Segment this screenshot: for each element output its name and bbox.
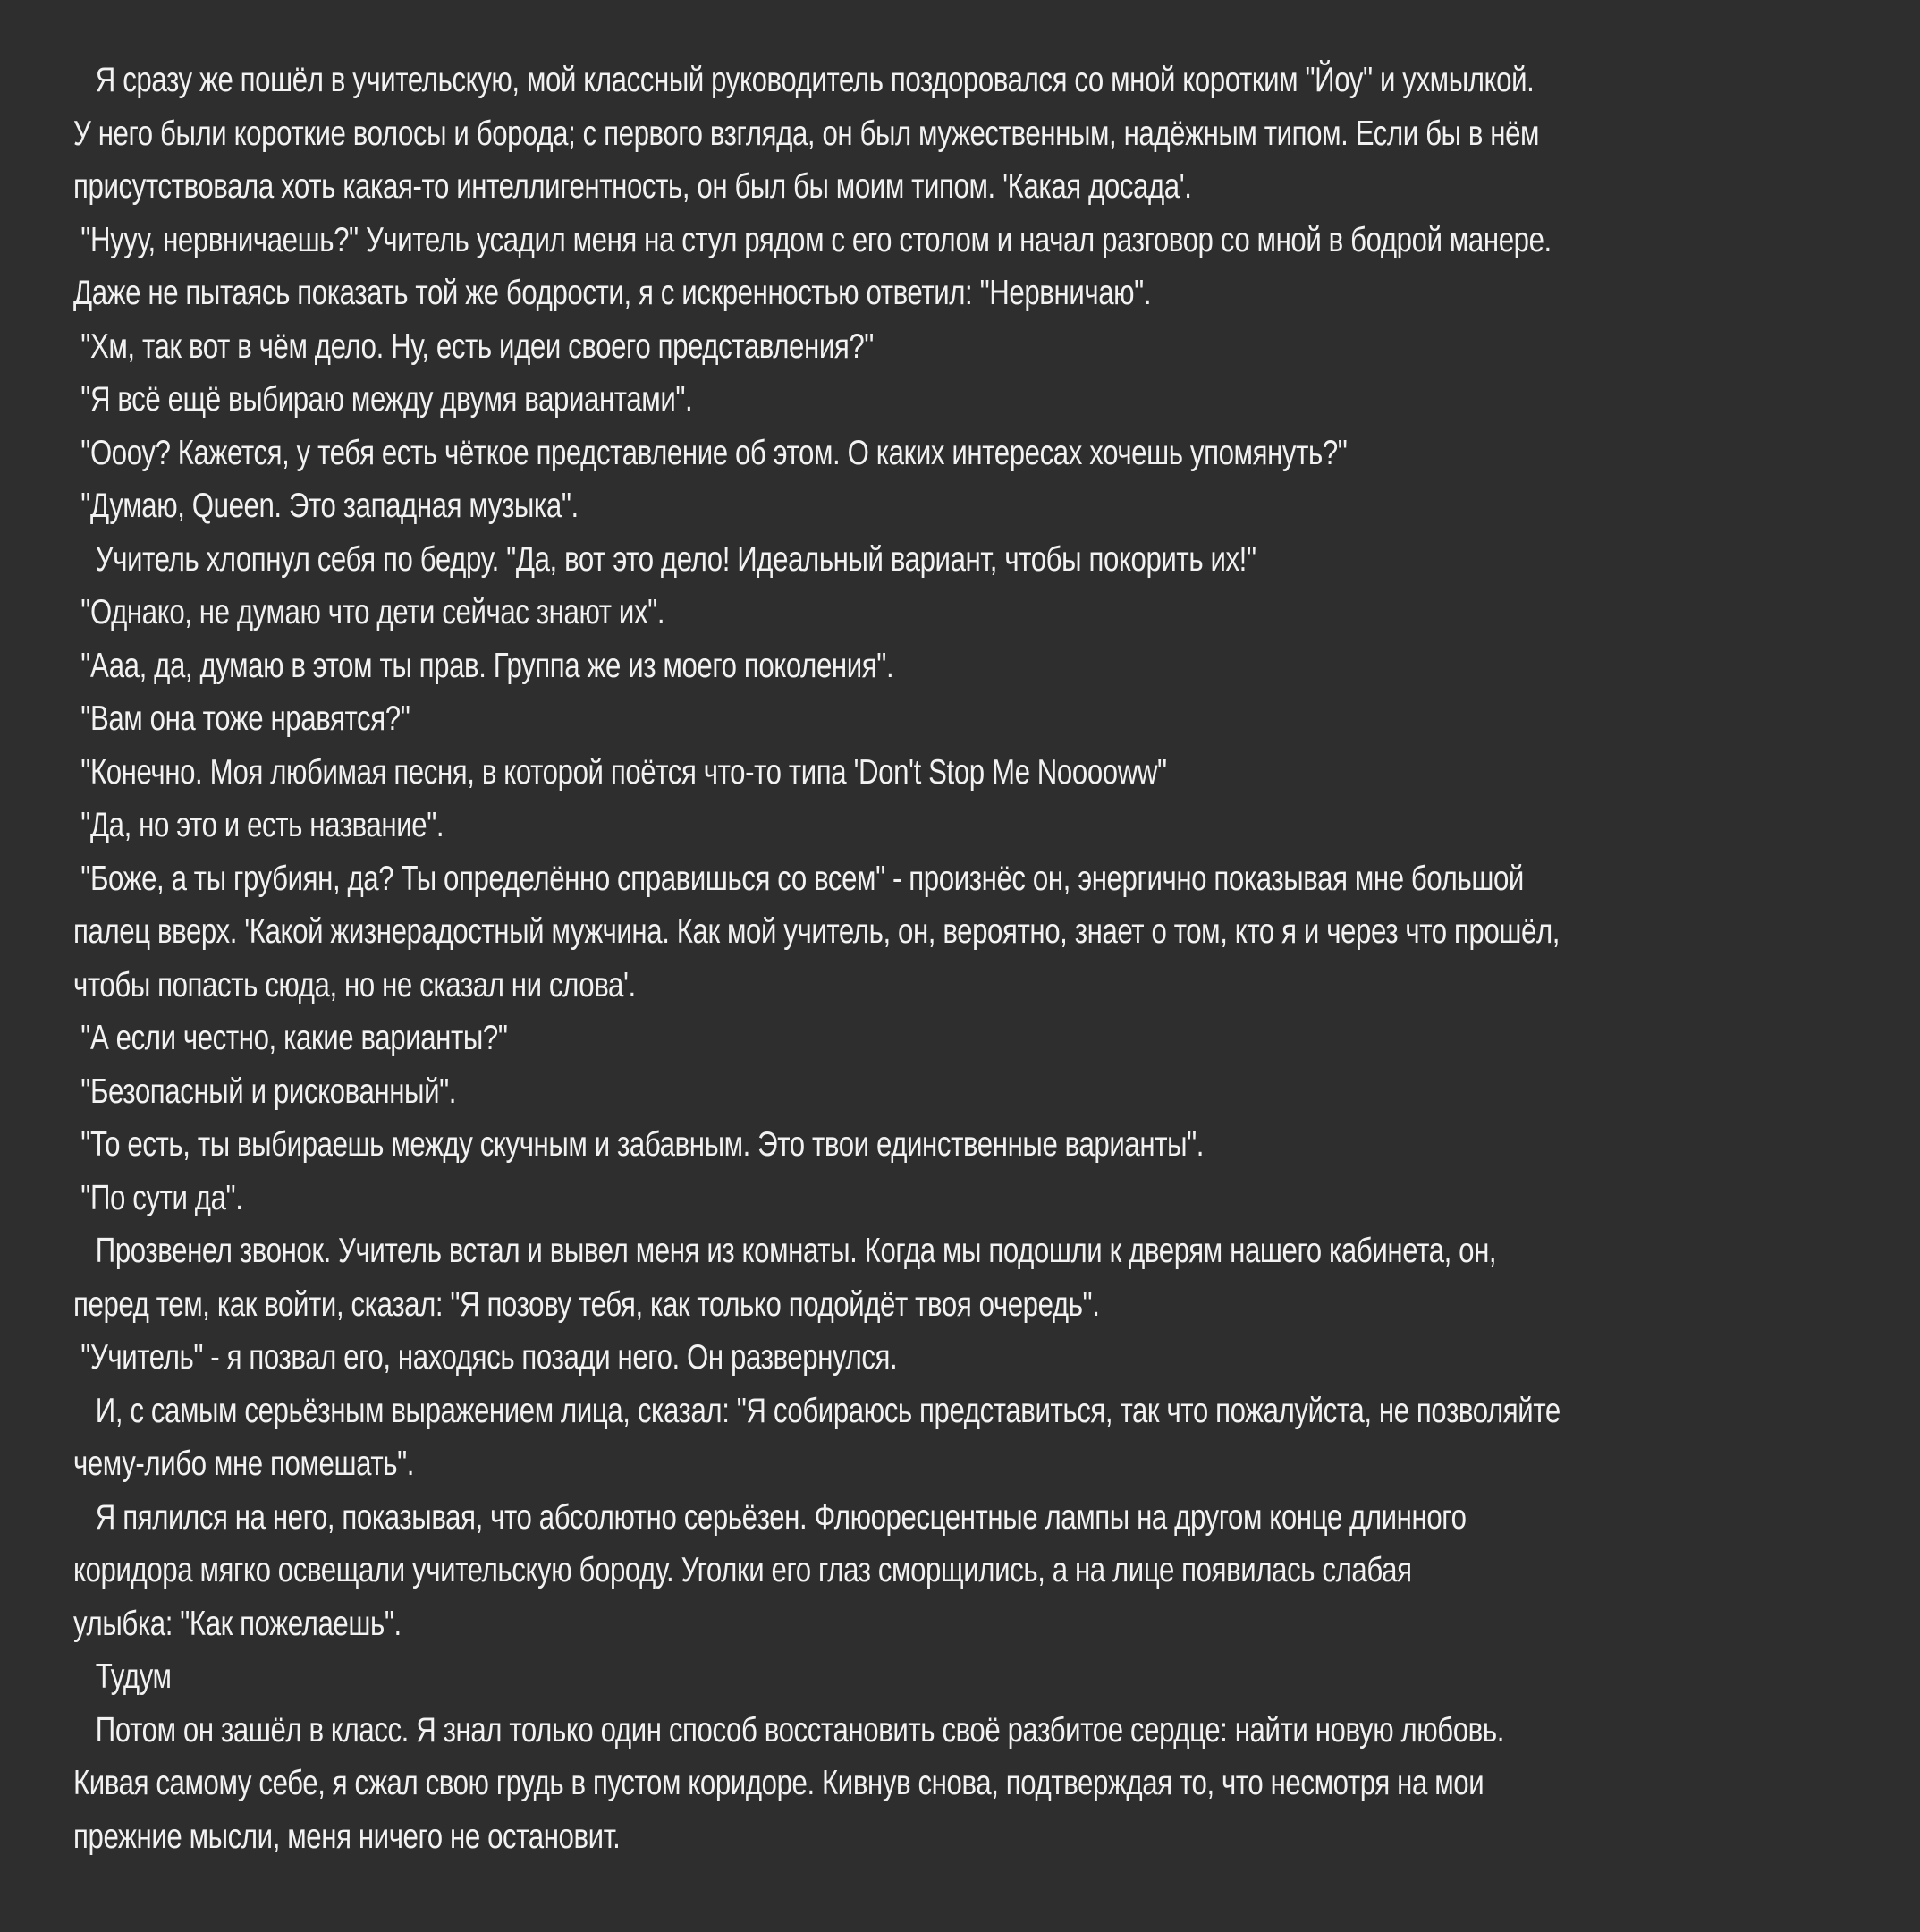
text-line: "Хм, так вот в чём дело. Ну, есть идеи своего представления?" — [73, 326, 874, 366]
text-line: "Вам она тоже нравятся?" — [73, 699, 410, 738]
text-line: "То есть, ты выбираешь между скучным и забавным. Это твои единственные варианты". — [73, 1125, 1205, 1164]
text-line: "Ааа, да, думаю в этом ты прав. Группа же из моего поколения". — [73, 646, 894, 685]
text-line: Я сразу же пошёл в учительскую, мой классный руководитель поздоровался со мной коротким "Йоу" и ухмылкой. — [73, 61, 1535, 99]
text-line: Прозвенел звонок. Учитель встал и вывел меня из комнаты. Когда мы подошли к дверям нашего кабинета, он, — [73, 1232, 1497, 1270]
text-line: Даже не пытаясь показать той же бодрости, я с искренностью ответил: "Нервничаю". — [73, 274, 1152, 312]
text-line: "Я всё ещё выбираю между двумя вариантами". — [73, 380, 693, 419]
text-line: "Безопасный и рискованный". — [73, 1072, 457, 1111]
text-line: перед тем, как войти, сказал: "Я позову тебя, как только подойдёт твоя очередь". — [73, 1284, 1100, 1324]
text-line: присутствовала хоть какая-то интеллигентность, он был бы моим типом. 'Какая досада'. — [73, 167, 1192, 206]
text-line: "Конечно. Моя любимая песня, в которой поётся что-то типа 'Don't Stop Me Nooooww" — [73, 752, 1167, 792]
text-line: "Да, но это и есть название". — [73, 806, 444, 844]
text-line: "Оооу? Кажется, у тебя есть чёткое представление об этом. О каких интересах хочешь упомянуть?" — [73, 433, 1348, 472]
text-line: коридора мягко освещали учительскую бороду. Уголки его глаз сморщились, а на лице появилась слабая — [73, 1551, 1412, 1589]
text-line: "Учитель" - я позвал его, находясь позади него. Он развернулся. — [73, 1338, 898, 1377]
text-line: улыбка: "Как пожелаешь". — [73, 1604, 402, 1643]
text-line: "Боже, а ты грубиян, да? Ты определённо справишься со всем" - произнёс он, энергично показывая мне большой — [73, 859, 1524, 898]
text-line: У него были короткие волосы и борода; с первого взгляда, он был мужественным, надёжным типом. Если бы в нём — [73, 114, 1540, 153]
story-text — [73, 54, 1848, 1863]
text-line: палец вверх. 'Какой жизнерадостный мужчина. Как мой учитель, он, вероятно, знает о том, кто я и через что прошёл, — [73, 912, 1561, 951]
text-line: Тудум — [73, 1657, 172, 1696]
text-line: И, с самым серьёзным выражением лица, сказал: "Я собираюсь представиться, так что пожалуйста, не позволяйте — [73, 1391, 1561, 1430]
text-line: "По сути да". — [73, 1178, 243, 1217]
text-line: Я пялился на него, показывая, что абсолютно серьёзен. Флюоресцентные лампы на другом конце длинного — [73, 1497, 1467, 1537]
text-line: Учитель хлопнул себя по бедру. "Да, вот это дело! Идеальный вариант, чтобы покорить их!" — [73, 539, 1256, 579]
text-line: "Нууу, нервничаешь?" Учитель усадил меня на стул рядом с его столом и начал разговор со мной в бодрой манере. — [73, 220, 1552, 259]
text-line: чтобы попасть сюда, но не сказал ни слова'. — [73, 965, 636, 1004]
text-line: прежние мысли, меня ничего не остановит. — [73, 1817, 621, 1856]
text-line: "Однако, не думаю что дети сейчас знают их". — [73, 593, 665, 631]
text-line: "Думаю, Queen. Это западная музыка". — [73, 487, 579, 525]
text-line: Кивая самому себе, я сжал свою грудь в пустом коридоре. Кивнув снова, подтверждая то, что несмотря на мои — [73, 1764, 1484, 1802]
text-line: чему-либо мне помешать". — [73, 1445, 415, 1483]
text-line: "А если честно, какие варианты?" — [73, 1019, 508, 1057]
text-line: Потом он зашёл в класс. Я знал только один способ восстановить своё разбитое сердце: найти новую любовь. — [73, 1710, 1504, 1750]
